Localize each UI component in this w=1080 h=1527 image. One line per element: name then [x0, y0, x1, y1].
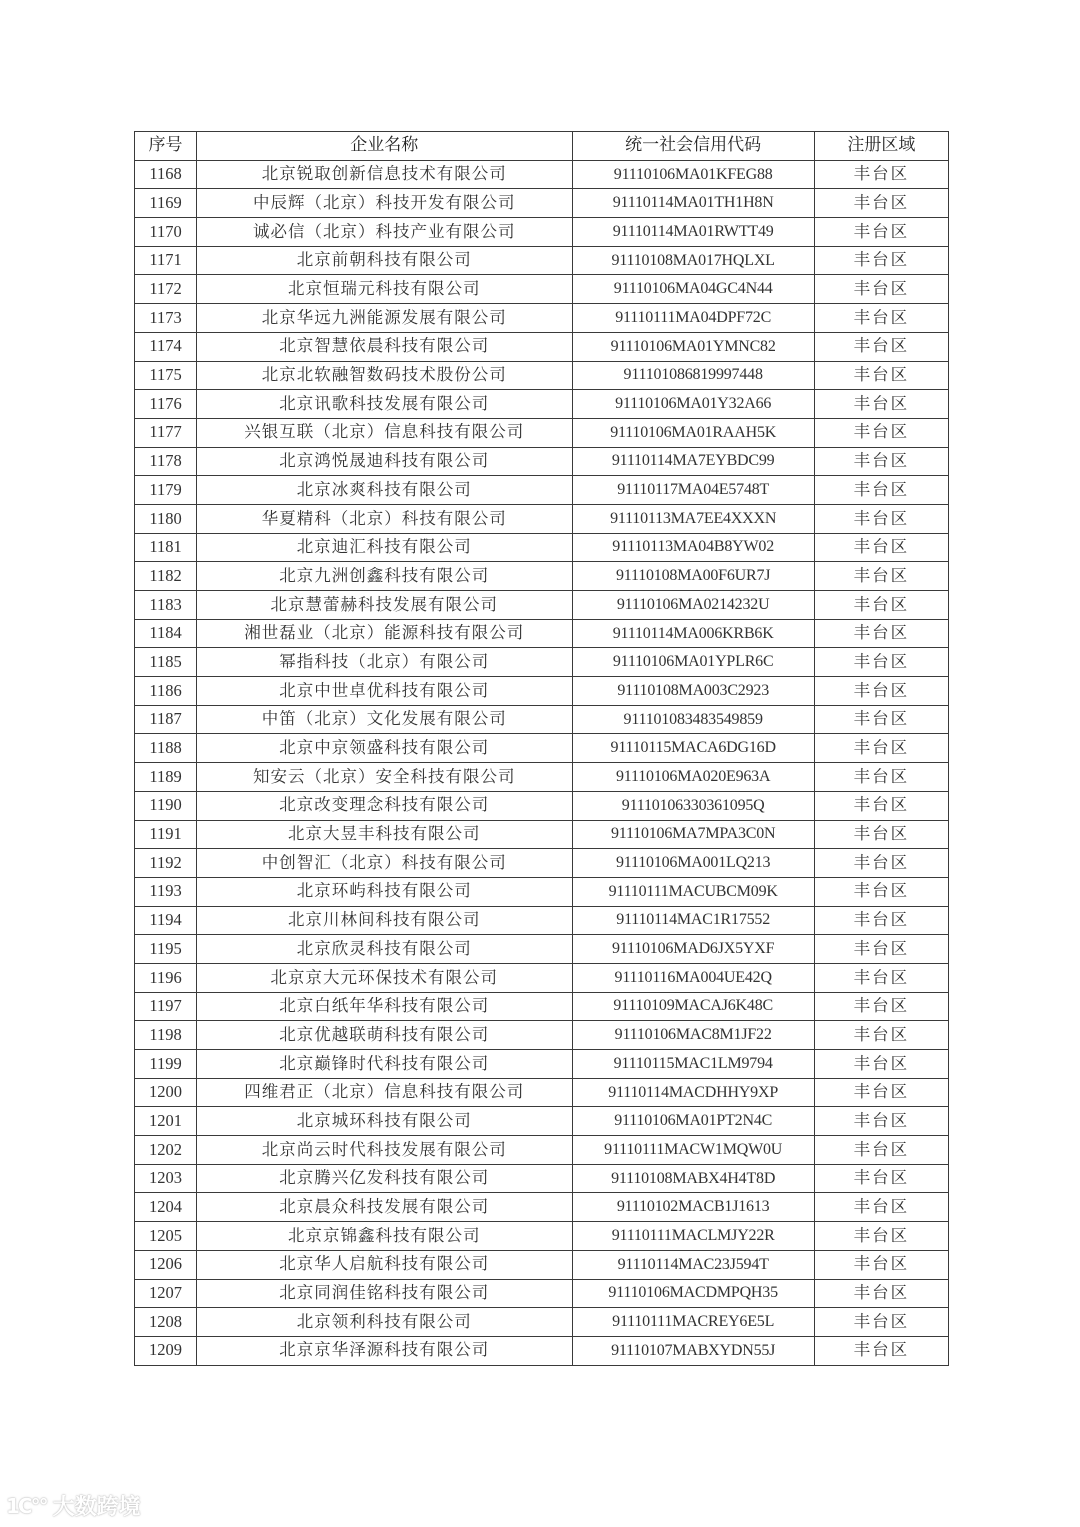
cell-seq: 1208	[135, 1308, 197, 1337]
cell-seq: 1179	[135, 476, 197, 505]
cell-seq: 1183	[135, 591, 197, 620]
cell-company-name: 北京领利科技有限公司	[197, 1308, 572, 1337]
cell-company-name: 中创智汇（北京）科技有限公司	[197, 849, 572, 878]
cell-seq: 1206	[135, 1250, 197, 1279]
cell-company-name: 四维君正（北京）信息科技有限公司	[197, 1078, 572, 1107]
table-row	[135, 1021, 949, 1050]
cell-company-name: 北京前朝科技有限公司	[197, 246, 572, 275]
table-row	[135, 476, 949, 505]
table-row	[135, 218, 949, 247]
cell-credit-code: 91110106MA04GC4N44	[572, 275, 814, 304]
table-row	[135, 504, 949, 533]
cell-company-name: 北京京华泽源科技有限公司	[197, 1336, 572, 1365]
table-row	[135, 533, 949, 562]
cell-company-name: 北京恒瑞元科技有限公司	[197, 275, 572, 304]
table-body	[135, 160, 949, 1365]
cell-seq: 1178	[135, 447, 197, 476]
cell-credit-code: 91110108MA003C2923	[572, 677, 814, 706]
table-row	[135, 963, 949, 992]
cell-company-name: 北京鸿悦晟迪科技有限公司	[197, 447, 572, 476]
cell-registered-area: 丰台区	[814, 820, 948, 849]
cell-registered-area: 丰台区	[814, 390, 948, 419]
cell-seq: 1168	[135, 160, 197, 189]
cell-company-name: 北京大昱丰科技有限公司	[197, 820, 572, 849]
cell-seq: 1180	[135, 504, 197, 533]
table-row	[135, 849, 949, 878]
cell-seq: 1202	[135, 1136, 197, 1165]
cell-credit-code: 91110106MA01PT2N4C	[572, 1107, 814, 1136]
table-row	[135, 677, 949, 706]
cell-company-name: 北京智慧依晨科技有限公司	[197, 332, 572, 361]
cell-registered-area: 丰台区	[814, 619, 948, 648]
cell-registered-area: 丰台区	[814, 361, 948, 390]
table-row	[135, 705, 949, 734]
table-row	[135, 877, 949, 906]
cell-registered-area: 丰台区	[814, 591, 948, 620]
table-row	[135, 562, 949, 591]
table-row	[135, 418, 949, 447]
cell-credit-code: 91110114MAC1R17552	[572, 906, 814, 935]
cell-seq: 1199	[135, 1050, 197, 1079]
cell-company-name: 北京讯歌科技发展有限公司	[197, 390, 572, 419]
cell-company-name: 北京京大元环保技术有限公司	[197, 963, 572, 992]
cell-credit-code: 91110111MACUBCM09K	[572, 877, 814, 906]
cell-registered-area: 丰台区	[814, 562, 948, 591]
cell-company-name: 北京九洲创鑫科技有限公司	[197, 562, 572, 591]
table-row	[135, 734, 949, 763]
cell-company-name: 中辰辉（北京）科技开发有限公司	[197, 189, 572, 218]
cell-company-name: 诚必信（北京）科技产业有限公司	[197, 218, 572, 247]
cell-registered-area: 丰台区	[814, 246, 948, 275]
cell-credit-code: 91110115MACA6DG16D	[572, 734, 814, 763]
cell-credit-code: 91110114MA01RWTT49	[572, 218, 814, 247]
cell-credit-code: 91110102MACB1J1613	[572, 1193, 814, 1222]
cell-company-name: 北京华人启航科技有限公司	[197, 1250, 572, 1279]
table-row	[135, 992, 949, 1021]
brand-logo-icon: 1C°°	[6, 1493, 47, 1518]
cell-credit-code: 91110106MACDMPQH35	[572, 1279, 814, 1308]
cell-seq: 1186	[135, 677, 197, 706]
cell-company-name: 北京巅锋时代科技有限公司	[197, 1050, 572, 1079]
cell-credit-code: 91110108MA017HQLXL	[572, 246, 814, 275]
cell-credit-code: 91110106MA01YPLR6C	[572, 648, 814, 677]
cell-credit-code: 91110108MA00F6UR7J	[572, 562, 814, 591]
cell-company-name: 北京城环科技有限公司	[197, 1107, 572, 1136]
cell-seq: 1196	[135, 963, 197, 992]
cell-credit-code: 91110116MA004UE42Q	[572, 963, 814, 992]
cell-company-name: 华夏精科（北京）科技有限公司	[197, 504, 572, 533]
table-row	[135, 361, 949, 390]
cell-registered-area: 丰台区	[814, 992, 948, 1021]
cell-registered-area: 丰台区	[814, 734, 948, 763]
cell-company-name: 北京中世卓优科技有限公司	[197, 677, 572, 706]
cell-seq: 1191	[135, 820, 197, 849]
cell-seq: 1189	[135, 763, 197, 792]
cell-company-name: 北京白纸年华科技有限公司	[197, 992, 572, 1021]
cell-seq: 1205	[135, 1222, 197, 1251]
cell-credit-code: 91110113MA04B8YW02	[572, 533, 814, 562]
cell-company-name: 中笛（北京）文化发展有限公司	[197, 705, 572, 734]
cell-company-name: 北京慧蕾赫科技发展有限公司	[197, 591, 572, 620]
cell-seq: 1197	[135, 992, 197, 1021]
cell-credit-code: 91110114MACDHHY9XP	[572, 1078, 814, 1107]
cell-seq: 1203	[135, 1164, 197, 1193]
table-row	[135, 1050, 949, 1079]
cell-credit-code: 91110106MAD6JX5YXF	[572, 935, 814, 964]
cell-seq: 1181	[135, 533, 197, 562]
table-header-row	[135, 132, 949, 161]
cell-credit-code: 91110106MA0214232U	[572, 591, 814, 620]
cell-credit-code: 91110114MA006KRB6K	[572, 619, 814, 648]
cell-registered-area: 丰台区	[814, 1136, 948, 1165]
cell-registered-area: 丰台区	[814, 1078, 948, 1107]
cell-registered-area: 丰台区	[814, 877, 948, 906]
cell-seq: 1194	[135, 906, 197, 935]
cell-seq: 1177	[135, 418, 197, 447]
cell-registered-area: 丰台区	[814, 1164, 948, 1193]
cell-registered-area: 丰台区	[814, 1336, 948, 1365]
cell-company-name: 北京改变理念科技有限公司	[197, 791, 572, 820]
cell-seq: 1182	[135, 562, 197, 591]
cell-seq: 1169	[135, 189, 197, 218]
table-row	[135, 1107, 949, 1136]
cell-company-name: 北京同润佳铭科技有限公司	[197, 1279, 572, 1308]
cell-registered-area: 丰台区	[814, 447, 948, 476]
table-row	[135, 591, 949, 620]
cell-seq: 1198	[135, 1021, 197, 1050]
table-row	[135, 189, 949, 218]
table-row	[135, 447, 949, 476]
cell-credit-code: 91110115MAC1LM9794	[572, 1050, 814, 1079]
table-row	[135, 1222, 949, 1251]
cell-credit-code: 91110106MA01YMNC82	[572, 332, 814, 361]
cell-company-name: 北京北软融智数码技术股份公司	[197, 361, 572, 390]
cell-company-name: 北京腾兴亿发科技有限公司	[197, 1164, 572, 1193]
cell-credit-code: 91110106MA7MPA3C0N	[572, 820, 814, 849]
cell-registered-area: 丰台区	[814, 705, 948, 734]
header-company-name: 企业名称	[197, 132, 572, 161]
cell-credit-code: 91110114MA7EYBDC99	[572, 447, 814, 476]
cell-seq: 1193	[135, 877, 197, 906]
cell-registered-area: 丰台区	[814, 906, 948, 935]
cell-registered-area: 丰台区	[814, 1308, 948, 1337]
cell-registered-area: 丰台区	[814, 1279, 948, 1308]
cell-company-name: 兴银互联（北京）信息科技有限公司	[197, 418, 572, 447]
table-row	[135, 935, 949, 964]
cell-company-name: 北京尚云时代科技发展有限公司	[197, 1136, 572, 1165]
table-row	[135, 1078, 949, 1107]
cell-company-name: 北京晨众科技发展有限公司	[197, 1193, 572, 1222]
company-registry-table	[134, 131, 949, 1366]
cell-registered-area: 丰台区	[814, 418, 948, 447]
cell-credit-code: 91110111MACREY6E5L	[572, 1308, 814, 1337]
cell-credit-code: 91110114MAC23J594T	[572, 1250, 814, 1279]
watermark-text: 大数跨境	[52, 1495, 141, 1520]
cell-credit-code: 91110109MACAJ6K48C	[572, 992, 814, 1021]
cell-credit-code: 91110106MAC8M1JF22	[572, 1021, 814, 1050]
table-row	[135, 1308, 949, 1337]
table-row	[135, 820, 949, 849]
cell-credit-code: 91110117MA04E5748T	[572, 476, 814, 505]
cell-registered-area: 丰台区	[814, 304, 948, 333]
table-row	[135, 1136, 949, 1165]
cell-seq: 1195	[135, 935, 197, 964]
cell-registered-area: 丰台区	[814, 504, 948, 533]
cell-seq: 1171	[135, 246, 197, 275]
cell-seq: 1192	[135, 849, 197, 878]
cell-seq: 1172	[135, 275, 197, 304]
cell-seq: 1175	[135, 361, 197, 390]
cell-credit-code: 91110111MACW1MQW0U	[572, 1136, 814, 1165]
table-row	[135, 1336, 949, 1365]
watermark	[6, 1490, 141, 1521]
cell-registered-area: 丰台区	[814, 1050, 948, 1079]
cell-seq: 1207	[135, 1279, 197, 1308]
cell-registered-area: 丰台区	[814, 677, 948, 706]
cell-registered-area: 丰台区	[814, 1250, 948, 1279]
cell-seq: 1187	[135, 705, 197, 734]
cell-seq: 1170	[135, 218, 197, 247]
table-row	[135, 906, 949, 935]
table-row	[135, 619, 949, 648]
cell-credit-code: 91110113MA7EE4XXXN	[572, 504, 814, 533]
cell-company-name: 知安云（北京）安全科技有限公司	[197, 763, 572, 792]
table-row	[135, 160, 949, 189]
cell-registered-area: 丰台区	[814, 1021, 948, 1050]
header-seq: 序号	[135, 132, 197, 161]
cell-seq: 1190	[135, 791, 197, 820]
cell-credit-code: 91110114MA01TH1H8N	[572, 189, 814, 218]
header-credit-code: 统一社会信用代码	[572, 132, 814, 161]
cell-company-name: 北京京锦鑫科技有限公司	[197, 1222, 572, 1251]
cell-registered-area: 丰台区	[814, 476, 948, 505]
cell-seq: 1174	[135, 332, 197, 361]
cell-registered-area: 丰台区	[814, 648, 948, 677]
table-row	[135, 1193, 949, 1222]
cell-registered-area: 丰台区	[814, 533, 948, 562]
cell-seq: 1188	[135, 734, 197, 763]
table-row	[135, 304, 949, 333]
cell-registered-area: 丰台区	[814, 160, 948, 189]
cell-credit-code: 911101083483549859	[572, 705, 814, 734]
table-row	[135, 1164, 949, 1193]
table-row	[135, 275, 949, 304]
cell-registered-area: 丰台区	[814, 1193, 948, 1222]
cell-company-name: 北京欣灵科技有限公司	[197, 935, 572, 964]
cell-company-name: 北京迪汇科技有限公司	[197, 533, 572, 562]
table-row	[135, 390, 949, 419]
cell-credit-code: 91110106330361095Q	[572, 791, 814, 820]
cell-seq: 1173	[135, 304, 197, 333]
table-row	[135, 1250, 949, 1279]
table-row	[135, 332, 949, 361]
cell-company-name: 北京环屿科技有限公司	[197, 877, 572, 906]
cell-registered-area: 丰台区	[814, 963, 948, 992]
cell-credit-code: 91110106MA020E963A	[572, 763, 814, 792]
table-row	[135, 648, 949, 677]
cell-credit-code: 91110106MA01RAAH5K	[572, 418, 814, 447]
cell-company-name: 北京川林间科技有限公司	[197, 906, 572, 935]
cell-company-name: 湘世磊业（北京）能源科技有限公司	[197, 619, 572, 648]
cell-credit-code: 91110106MA01Y32A66	[572, 390, 814, 419]
cell-credit-code: 91110108MABX4H4T8D	[572, 1164, 814, 1193]
cell-credit-code: 91110106MA001LQ213	[572, 849, 814, 878]
table-row	[135, 763, 949, 792]
cell-registered-area: 丰台区	[814, 189, 948, 218]
cell-seq: 1200	[135, 1078, 197, 1107]
cell-company-name: 北京冰爽科技有限公司	[197, 476, 572, 505]
header-registered-area: 注册区域	[814, 132, 948, 161]
cell-credit-code: 91110107MABXYDN55J	[572, 1336, 814, 1365]
cell-company-name: 北京华远九洲能源发展有限公司	[197, 304, 572, 333]
cell-seq: 1204	[135, 1193, 197, 1222]
table-row	[135, 1279, 949, 1308]
cell-registered-area: 丰台区	[814, 275, 948, 304]
cell-registered-area: 丰台区	[814, 849, 948, 878]
cell-registered-area: 丰台区	[814, 332, 948, 361]
cell-credit-code: 911101086819997448	[572, 361, 814, 390]
cell-company-name: 幂指科技（北京）有限公司	[197, 648, 572, 677]
cell-company-name: 北京中京领盛科技有限公司	[197, 734, 572, 763]
cell-credit-code: 91110111MACLMJY22R	[572, 1222, 814, 1251]
table-row	[135, 246, 949, 275]
cell-registered-area: 丰台区	[814, 935, 948, 964]
cell-registered-area: 丰台区	[814, 791, 948, 820]
cell-registered-area: 丰台区	[814, 1222, 948, 1251]
cell-seq: 1176	[135, 390, 197, 419]
cell-seq: 1201	[135, 1107, 197, 1136]
cell-registered-area: 丰台区	[814, 218, 948, 247]
cell-credit-code: 91110111MA04DPF72C	[572, 304, 814, 333]
cell-seq: 1185	[135, 648, 197, 677]
cell-company-name: 北京优越联萌科技有限公司	[197, 1021, 572, 1050]
cell-credit-code: 91110106MA01KFEG88	[572, 160, 814, 189]
cell-seq: 1184	[135, 619, 197, 648]
cell-company-name: 北京锐取创新信息技术有限公司	[197, 160, 572, 189]
table-row	[135, 791, 949, 820]
cell-seq: 1209	[135, 1336, 197, 1365]
cell-registered-area: 丰台区	[814, 1107, 948, 1136]
cell-registered-area: 丰台区	[814, 763, 948, 792]
